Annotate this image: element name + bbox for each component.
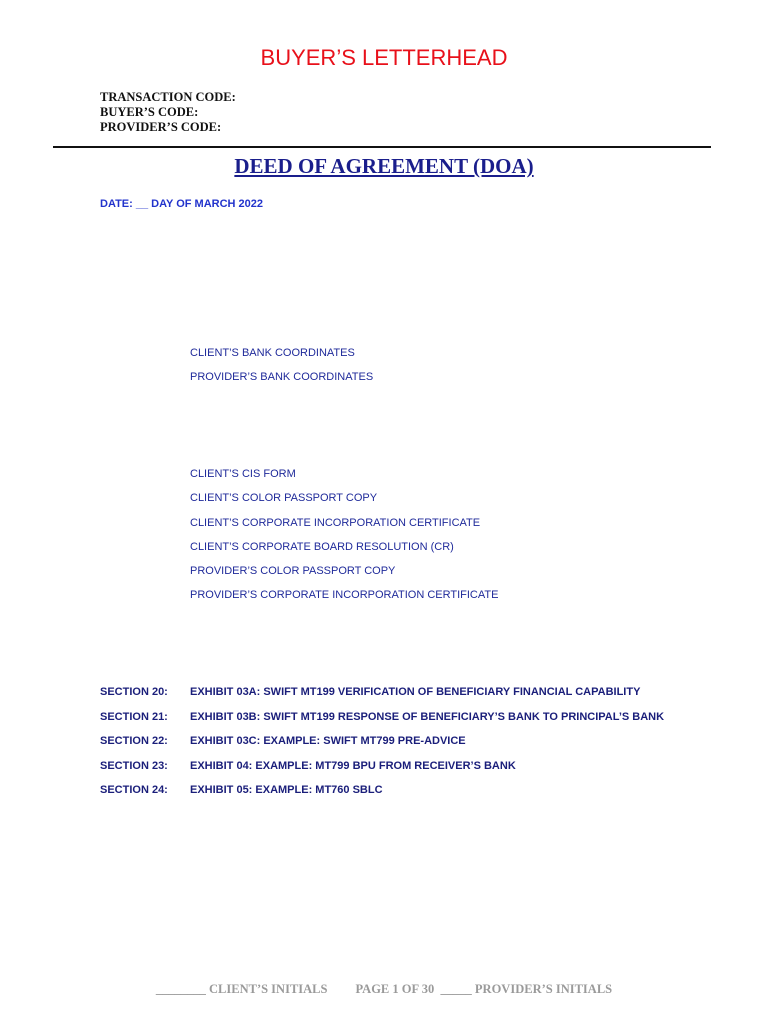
section-number: SECTION 23: (100, 759, 168, 772)
buyer-code-label: BUYER’S CODE: (100, 105, 199, 119)
list-item: CLIENT’S COLOR PASSPORT COPY (190, 492, 378, 505)
transaction-code-label: TRANSACTION CODE: (100, 90, 236, 104)
provider-code-label: PROVIDER’S CODE: (100, 120, 222, 134)
header-divider (53, 146, 711, 148)
list-item: PROVIDER’S COLOR PASSPORT COPY (190, 565, 396, 578)
section-number: SECTION 22: (100, 735, 168, 747)
section-exhibit: EXHIBIT 03B: SWIFT MT199 RESPONSE OF BENEFICIARY’S BANK TO PRINCIPAL’S BANK (190, 710, 665, 723)
section-exhibit: EXHIBIT 03C: EXAMPLE: SWIFT MT799 PRE-ADVICE (190, 735, 466, 747)
letterhead-title: BUYER’S LETTERHEAD (260, 45, 508, 70)
section-exhibit: EXHIBIT 05: EXAMPLE: MT760 SBLC (190, 784, 383, 796)
list-item: CLIENT’S CORPORATE BOARD RESOLUTION (CR) (190, 540, 454, 553)
bank-coordinates-list (190, 345, 373, 394)
provider-initials: _____ PROVIDER’S INITIALS (440, 982, 613, 996)
list-item: CLIENT’S CORPORATE INCORPORATION CERTIFICATE (190, 516, 481, 529)
section-exhibit: EXHIBIT 04: EXAMPLE: MT799 BPU FROM RECEIVER’S BANK (190, 759, 516, 772)
list-item: CLIENT’S BANK COORDINATES (190, 347, 355, 359)
list-item: CLIENT’S CIS FORM (190, 468, 296, 480)
section-number: SECTION 21: (100, 710, 168, 723)
documents-list (190, 466, 498, 612)
list-item: PROVIDER’S CORPORATE INCORPORATION CERTIFICATE (190, 589, 499, 602)
section-number: SECTION 24: (100, 784, 168, 796)
document-title: DEED OF AGREEMENT (DOA) (234, 154, 534, 178)
client-initials: ________ CLIENT’S INITIALS (155, 982, 328, 996)
date-line: DATE: __ DAY OF MARCH 2022 (100, 198, 264, 210)
page-footer (0, 982, 768, 997)
page-number: PAGE 1 OF 30 (355, 982, 435, 996)
list-item: PROVIDER’S BANK COORDINATES (190, 371, 374, 384)
section-number: SECTION 20: (100, 686, 168, 698)
transaction-codes (100, 90, 236, 135)
section-exhibit: EXHIBIT 03A: SWIFT MT199 VERIFICATION OF BENEFICIARY FINANCIAL CAPABILITY (190, 686, 641, 698)
